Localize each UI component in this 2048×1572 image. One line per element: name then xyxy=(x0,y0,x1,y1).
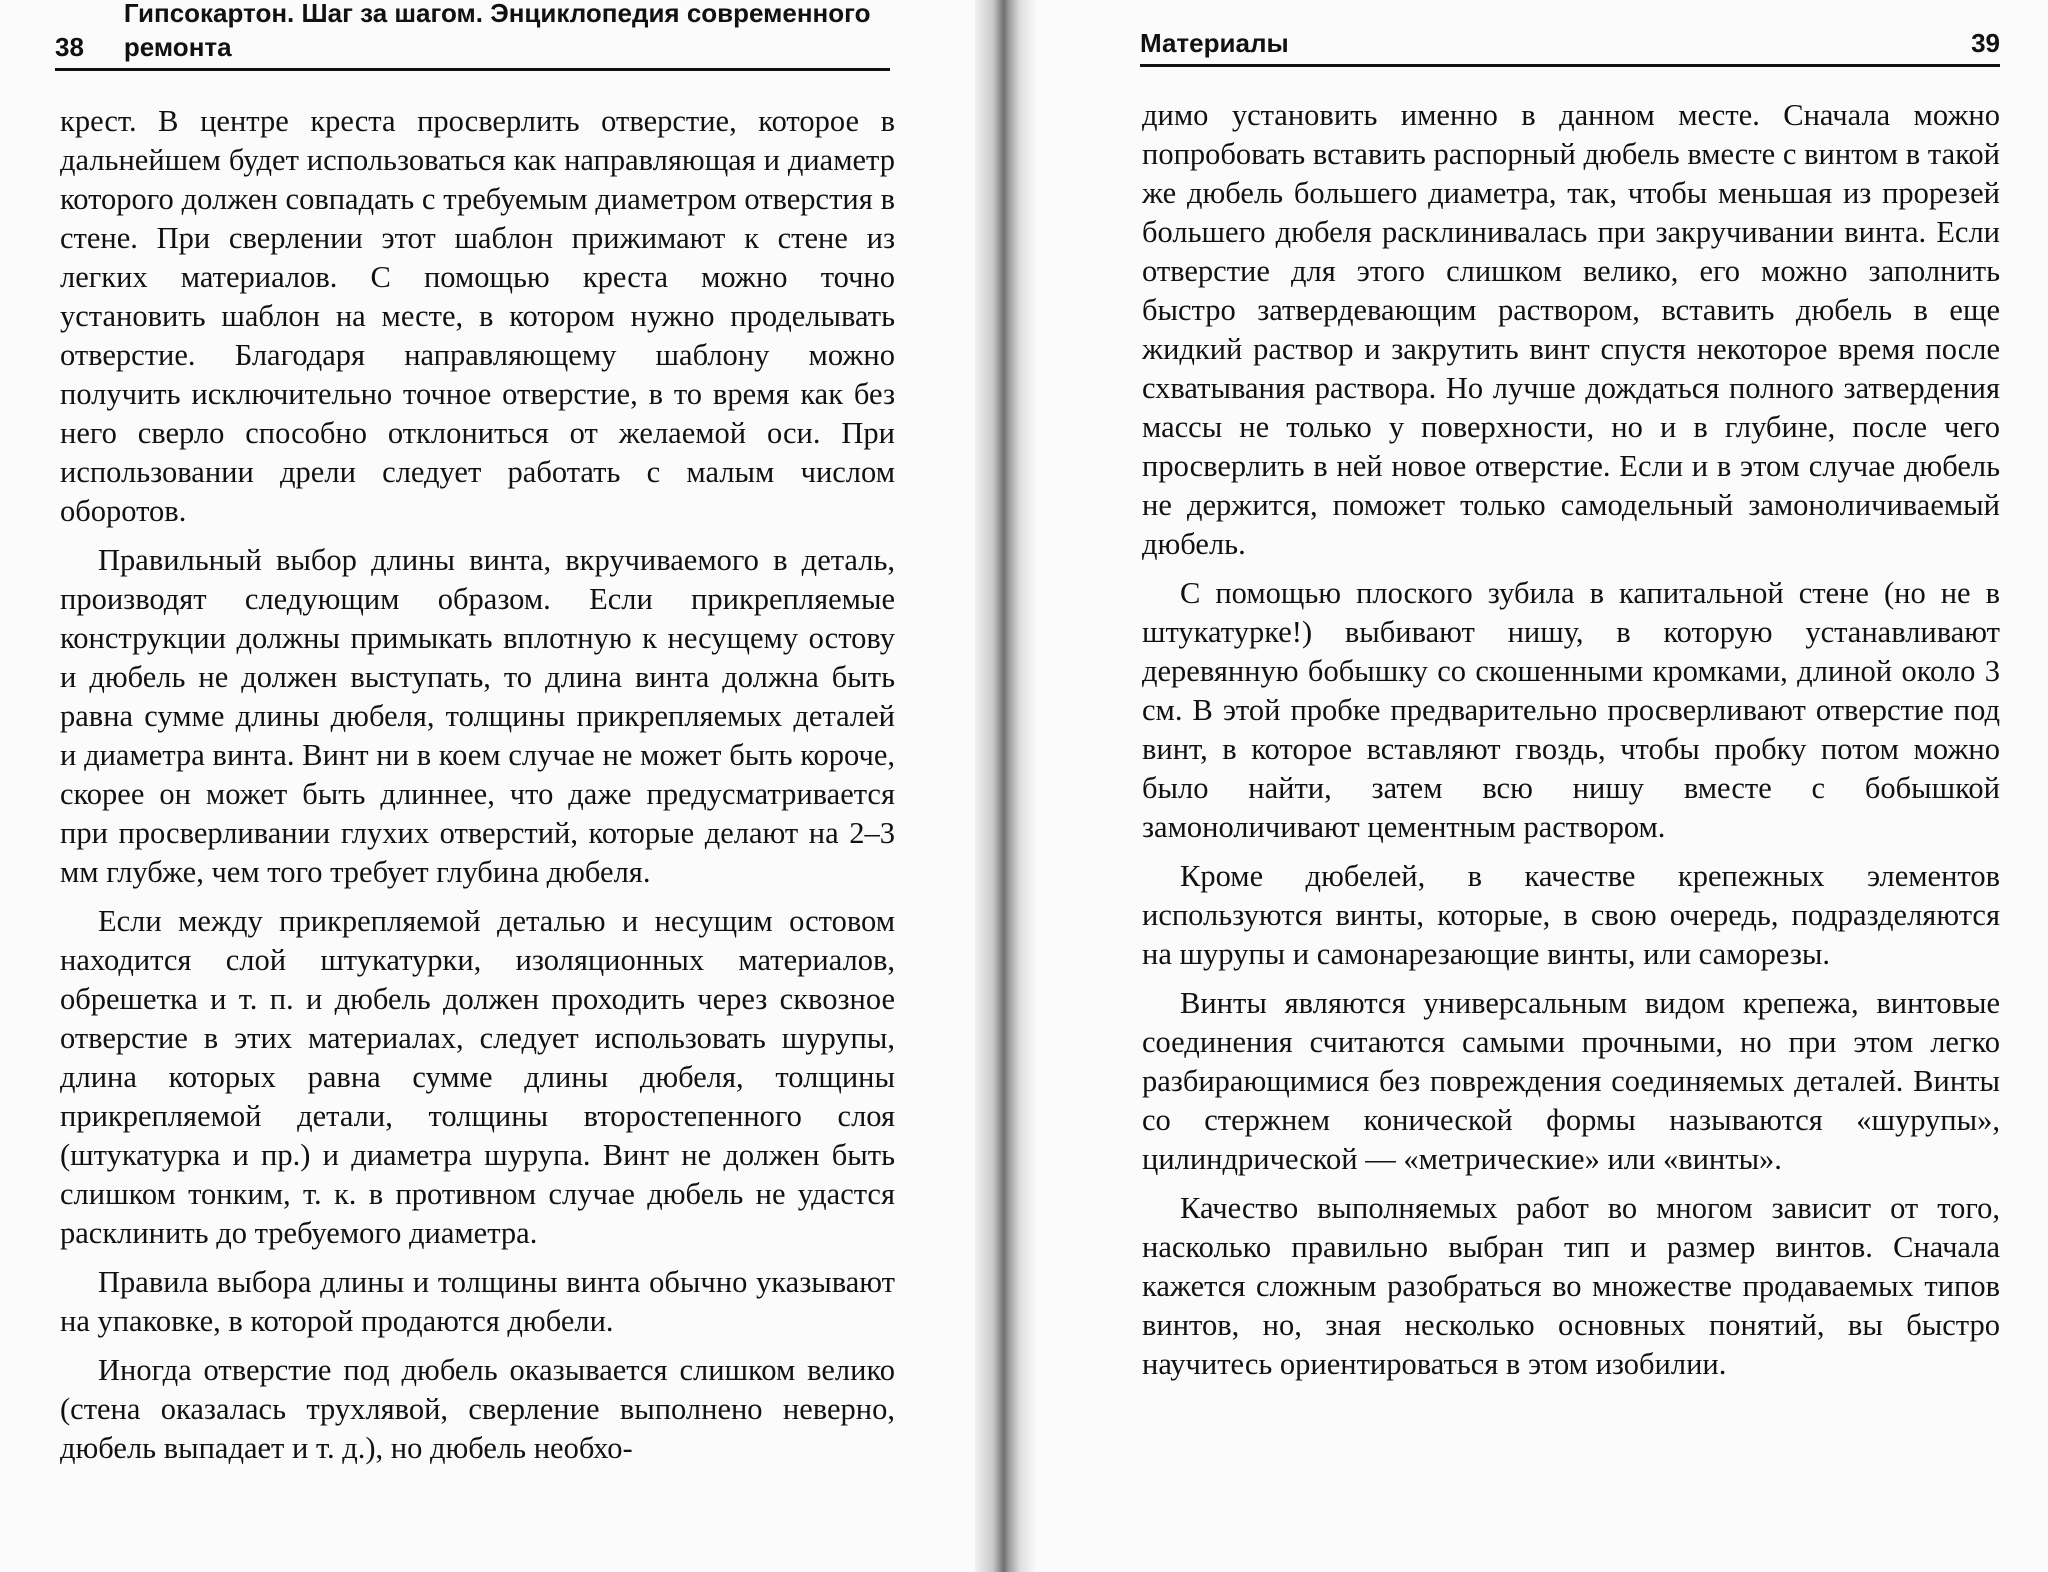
paragraph: крест. В центре креста просверлить отверстие, которое в дальнейшем будет использоваться как направляющая и диаметр которого должен совпадать с требуемым диаметром отверстия в стене. При сверлении этот шаблон прижимают к стене из легких материалов. С помощью креста можно точно установить шаблон на месте, в котором нужно проделывать отверстие. Благодаря направляющему шаблону можно получить исключительно точное отверстие, в то время как без него сверло способно отклониться от желаемой оси. При использовании дрели следует работать с малым числом оборотов. xyxy=(60,104,895,528)
page-number-left: 38 xyxy=(55,32,84,62)
right-page-header xyxy=(1140,24,2000,67)
paragraph: Качество выполняемых работ во многом зависит от того, насколько правильно выбран тип и размер винтов. Сначала кажется сложным разобраться во множестве продаваемых типов винтов, но, зная несколько основных понятий, вы быстро научитесь ориентироваться в этом изобилии. xyxy=(1142,1191,2000,1381)
running-head-right: Материалы xyxy=(1140,28,1289,58)
left-page xyxy=(0,0,1000,1572)
right-page xyxy=(1012,0,2048,1572)
left-page-body xyxy=(60,102,895,1478)
paragraph: Винты являются универсальным видом крепежа, винтовые соединения считаются самыми прочными, но при этом легко разбирающимися без повреждения соединяемых деталей. Винты со стержнем конической формы называются «шурупы», цилиндрической — «метрические» или «винты». xyxy=(1142,986,2000,1176)
paragraph: Правильный выбор длины винта, вкручиваемого в деталь, производят следующим образом. Если прикрепляемые конструкции должны примыкать вплотную к несущему остову и дюбель не должен выступать, то длина винта должна быть равна сумме длины дюбеля, толщины прикрепляемых деталей и диаметра винта. Винт ни в коем случае не может быть короче, скорее он может быть длиннее, что даже предусматривается при просверливании глухих отверстий, которые делают на 2–3 мм глубже, чем того требует глубина дюбеля. xyxy=(60,543,895,889)
page-number-right: 39 xyxy=(1971,28,2000,58)
book-gutter xyxy=(975,0,1035,1572)
right-page-body xyxy=(1142,96,2000,1394)
paragraph: С помощью плоского зубила в капитальной стене (но не в штукатурке!) выбивают нишу, в которую устанавливают деревянную бобышку со скошенными кромками, длиной около 3 см. В этой пробке предварительно просверливают отверстие под винт, в которое вставляют гвоздь, чтобы пробку потом можно было найти, затем всю нишу вместе с бобышкой замоноличивают цементным раствором. xyxy=(1142,576,2000,844)
paragraph: Если между прикрепляемой деталью и несущим остовом находится слой штукатурки, изоляционных материалов, обрешетка и т. п. и дюбель должен проходить через сквозное отверстие в этих материалах, следует использовать шурупы, длина которых равна сумме длины дюбеля, толщины прикрепляемой детали, толщины второстепенного слоя (штукатурка и пр.) и диаметра шурупа. Винт не должен быть слишком тонким, т. к. в противном случае дюбель не удастся расклинить до требуемого диаметра. xyxy=(60,904,895,1250)
paragraph: Кроме дюбелей, в качестве крепежных элементов используются винты, которые, в свою очередь, подразделяются на шурупы и самонарезающие винты, или саморезы. xyxy=(1142,859,2000,971)
paragraph: димо установить именно в данном месте. Сначала можно попробовать вставить распорный дюбель вместе с винтом в такой же дюбель большего диаметра, так, чтобы меньшая из прорезей большего дюбеля расклинивалась при закручивании винта. Если отверстие для этого слишком велико, его можно заполнить быстро затвердевающим раствором, вставить дюбель в еще жидкий раствор и закрутить винт спустя некоторое время после схватывания раствора. Но лучше дождаться полного затвердения массы не только у поверхности, но и в глубине, после чего просверлить в ней новое отверстие. Если и в этом случае дюбель не держится, поможет только самодельный замоноличиваемый дюбель. xyxy=(1142,98,2000,561)
left-page-header xyxy=(55,0,890,71)
paragraph: Иногда отверстие под дюбель оказывается слишком велико (стена оказалась трухлявой, сверление выполнено неверно, дюбель выпадает и т. д.), но дюбель необхо- xyxy=(60,1353,895,1465)
paragraph: Правила выбора длины и толщины винта обычно указывают на упаковке, в которой продаются дюбели. xyxy=(60,1265,895,1338)
running-head-left: Гипсокартон. Шаг за шагом. Энциклопедия современного ремонта xyxy=(123,0,871,62)
